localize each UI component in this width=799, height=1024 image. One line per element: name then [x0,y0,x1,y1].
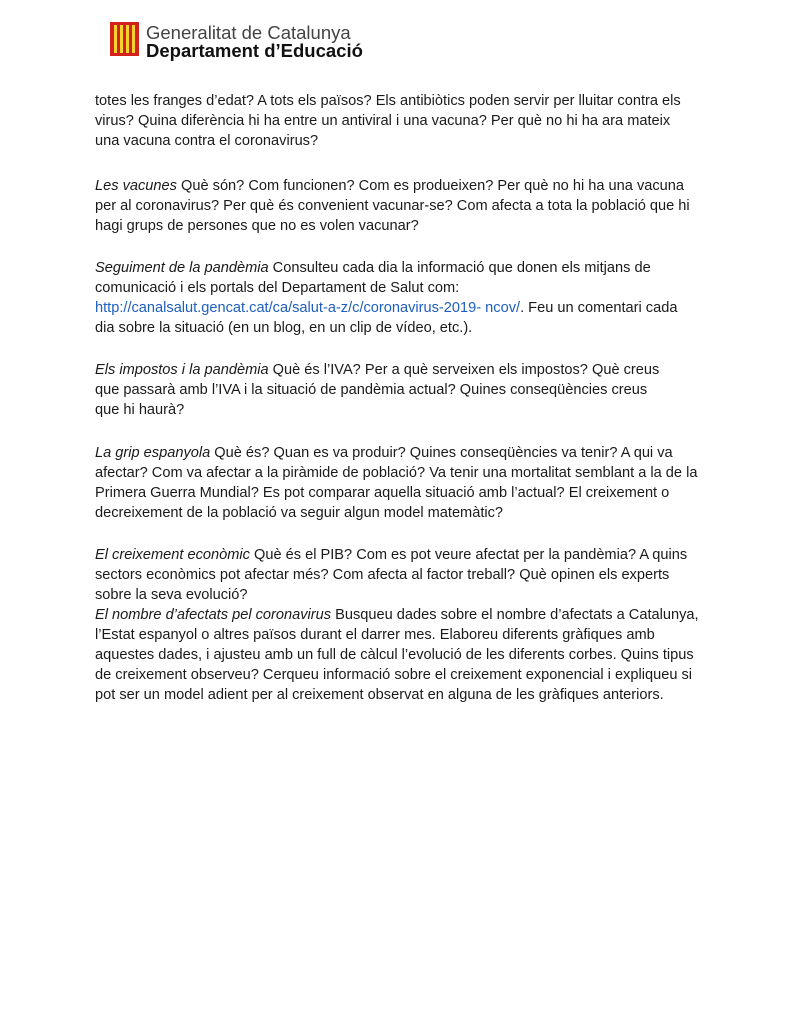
line-text: pot ser un model adient per al creixement observat en alguna de les gràfiques anteriors. [95,687,664,703]
section-title: El nombre d’afectats pel coronavirus [95,607,332,623]
line-text: que hi haurà? [95,402,185,418]
paragraph-line [95,545,687,565]
line-text: Primera Guerra Mundial? Es pot comparar aquella situació amb l’actual? El creixement o [95,485,670,501]
section-title: Les vacunes [95,178,177,194]
paragraph-line [95,278,459,298]
line-text: l’Estat espanyol o altres països durant el darrer mes. Elaboreu diferents gràfiques amb [95,627,655,643]
paragraph-line [95,318,472,338]
section-title: El creixement econòmic [95,547,250,563]
line-text: Què és? Quan es va produir? Quines conseqüències va tenir? A qui va [210,445,673,461]
paragraph-line [95,216,419,236]
line-text: de creixement observeu? Cerqueu informació sobre el creixement exponencial i expliqueu si [95,667,693,683]
paragraph-line [95,176,684,196]
paragraph-line [95,625,655,645]
section-title: Seguiment de la pandèmia [95,260,269,276]
paragraph-line [95,665,692,685]
line-text: Consulteu cada dia la informació que donen els mitjans de [268,260,651,276]
line-text: . Feu un comentari cada [520,300,678,316]
paragraph-line [95,111,670,131]
paragraph-line [95,463,697,483]
generalitat-logo-icon [110,22,139,56]
paragraph-line [95,131,318,151]
paragraph-line [95,585,248,605]
line-text: afectar? Com va afectar a la piràmide de població? Va tenir una mortalitat semblant a la de la [95,465,698,481]
line-text: decreixement de la població va seguir algun model matemàtic? [95,505,504,521]
line-text: per al coronavirus? Per què és convenient vacunar-se? Com afecta a tota la població que hi [95,198,690,214]
line-text: dia sobre la situació (en un blog, en un clip de vídeo, etc.). [95,320,473,336]
line-text: sobre la seva evolució? [95,587,248,603]
paragraph-line [95,380,647,400]
canalsalut-link[interactable]: http://canalsalut.gencat.cat/ca/salut-a-z/c/coronavirus-2019- ncov/ [95,300,521,316]
paragraph-line [95,605,699,625]
paragraph-line [95,400,184,420]
line-text: comunicació i els portals del Departament de Salut com: [95,280,460,296]
section-title: La grip espanyola [95,445,211,461]
paragraph-line [95,565,669,585]
paragraph-line [95,483,669,503]
paragraph-line [95,685,664,705]
department-name: Departament d’Educació [146,40,363,61]
line-text: Què són? Com funcionen? Com es produeixen? Per què no hi ha una vacuna [176,178,685,194]
line-text: Què és l’IVA? Per a què serveixen els impostos? Què creus [268,362,660,378]
paragraph-line [95,258,651,278]
org-name: Generalitat de Catalunya [146,22,351,43]
paragraph-line [95,360,659,380]
line-text: que passarà amb l’IVA i la situació de pandèmia actual? Quines conseqüències creus [95,382,648,398]
line-text: sectors econòmics pot afectar més? Com afecta al factor treball? Què opinen els experts [95,567,670,583]
line-text: Busqueu dades sobre el nombre d’afectats a Catalunya, [331,607,699,623]
paragraph-line [95,503,503,523]
paragraph-line [95,443,673,463]
line-text: una vacuna contra el coronavirus? [95,133,319,149]
line-text: hagi grups de persones que no es volen vacunar? [95,218,419,234]
paragraph-line [95,298,677,318]
line-text: virus? Quina diferència hi ha entre un antiviral i una vacuna? Per què no hi ha ara mateix [95,113,671,129]
paragraph-line [95,196,690,216]
line-text: Què és el PIB? Com es pot veure afectat per la pandèmia? A quins [249,547,688,563]
section-title: Els impostos i la pandèmia [95,362,269,378]
paragraph-line [95,645,694,665]
line-text: aquestes dades, i ajusteu amb un full de càlcul l’evolució de les diferents corbes. Quins tipus [95,647,694,663]
paragraph-line [95,91,681,111]
line-text: totes les franges d’edat? A tots els països? Els antibiòtics poden servir per lluitar contra els [95,93,681,109]
